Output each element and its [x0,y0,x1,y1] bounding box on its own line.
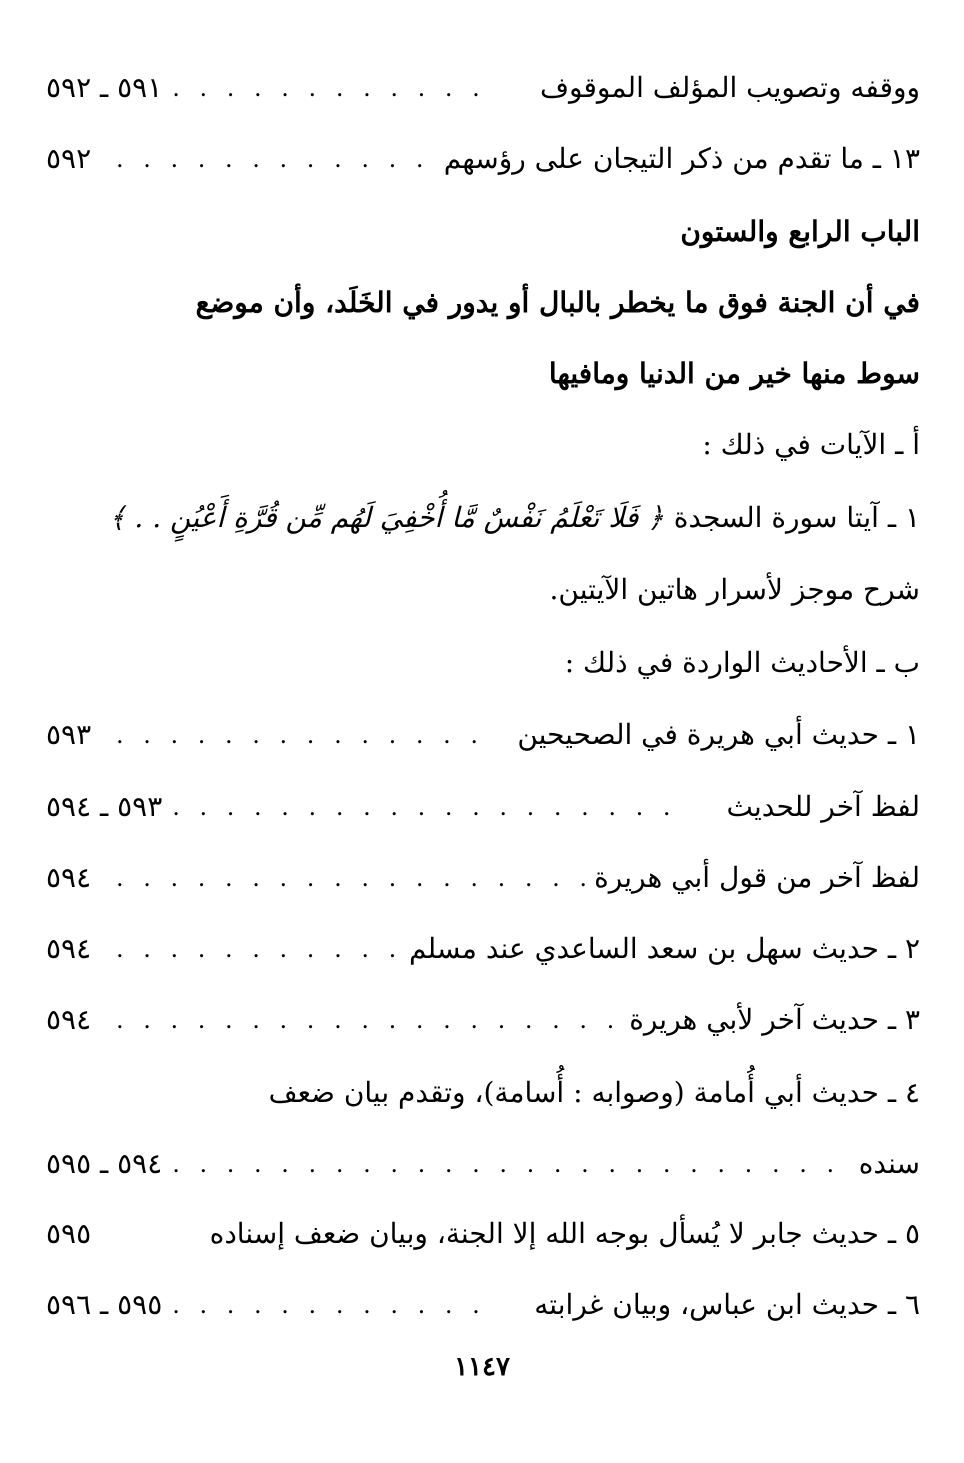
leader-dots: . . . . . . . . . . . [116,935,403,963]
toc-entry [46,779,920,835]
toc-entry [46,707,920,763]
entry-text: ٣ ـ حديث آخر لأبي هريرة [629,1003,920,1036]
entry-text: سنده [858,1147,920,1180]
chapter-subtitle-line-2 [46,346,920,402]
leader-dots: . . . . . . . . . . . . . . . . . . . . . . . . . [172,1150,841,1178]
toc-entry [46,992,920,1048]
page-reference: ٥٩٣ ـ ٥٩٤ [46,790,163,823]
section-heading-text: ب ـ الأحاديث الواردة في ذلك : [564,646,920,679]
entry-text: ٦ ـ حديث ابن عباس، وبيان غرابته [534,1288,920,1321]
page-number: ١١٤٧ [454,1352,510,1382]
entry-text: ٤ ـ حديث أبي أُمامة (وصوابه : أُسامة)، وتقدم بيان ضعف [268,1076,920,1109]
entry-text: لفظ آخر للحديث [726,790,920,823]
toc-entry [46,1277,920,1333]
page-reference: ٥٩١ ـ ٥٩٢ [46,71,163,104]
chapter-title [46,204,920,260]
page-reference: ٥٩٤ [46,932,92,965]
quran-verse: ﴿ فَلَا تَعْلَمُ نَفْسٌ مَّا أُخْفِيَ لَهُم مِّن قُرَّةِ أَعْيُنٍ . . ﴾ [109,501,664,534]
toc-entry [46,60,920,116]
entry-text: ٢ ـ حديث سهل بن سعد الساعدي عند مسلم [409,932,920,965]
chapter-subtitle-line-1 [46,275,920,331]
toc-entry [46,1136,920,1192]
page-reference: ٥٩٢ [46,142,92,175]
toc-entry [46,1206,920,1262]
entry-text: لفظ آخر من قول أبي هريرة [594,861,920,894]
chapter-title-text: الباب الرابع والستون [680,215,920,248]
section-heading [46,635,920,691]
leader-dots: . . . . . . . . . . . . [172,1291,486,1319]
toc-entry [46,562,920,618]
toc-entry [46,850,920,906]
entry-text: ١ ـ حديث أبي هريرة في الصحيحين [517,718,920,751]
leader-dots: . . . . . . . . . . . . [172,74,486,102]
entry-text: ٥ ـ حديث جابر لا يُسأل بوجه الله إلا الجنة، وبيان ضعف إسناده [209,1217,920,1250]
page-reference: ٥٩٤ [46,861,92,894]
leader-dots: . . . . . . . . . . . . [116,145,430,173]
entry-text: ١ ـ آيتا سورة السجدة [673,501,920,534]
section-heading-text: أ ـ الآيات في ذلك : [702,428,920,461]
page-reference: ٥٩٥ ـ ٥٩٦ [46,1288,163,1321]
toc-entry [46,131,920,187]
entry-text: ووقفه وتصويب المؤلف الموقوف [540,71,920,104]
entry-text: ١٣ ـ ما تقدم من ذكر التيجان على رؤسهم [443,142,920,175]
toc-entry [46,1065,920,1121]
leader-dots: . . . . . . . . . . . . . . . . . . . [116,1006,621,1034]
page-reference: ٥٩٣ [46,718,92,751]
leader-dots: . . . . . . . . . . . . . . . . . . . [172,793,677,821]
chapter-subtitle-text: سوط منها خير من الدنيا ومافيها [548,357,920,390]
page-reference: ٥٩٥ [46,1217,92,1250]
section-heading [46,417,920,473]
page-reference: ٥٩٤ [46,1003,92,1036]
leader-dots: . . . . . . . . . . . . . . . . . . [116,864,594,892]
toc-entry [46,921,920,977]
leader-dots: . . . . . . . . . . . . . . [116,721,484,749]
entry-text: شرح موجز لأسرار هاتين الآيتين. [549,573,920,606]
page-reference: ٥٩٤ ـ ٥٩٥ [46,1147,163,1180]
chapter-subtitle-text: في أن الجنة فوق ما يخطر بالبال أو يدور في الخَلَد، وأن موضع [195,286,920,319]
toc-entry [46,490,920,546]
